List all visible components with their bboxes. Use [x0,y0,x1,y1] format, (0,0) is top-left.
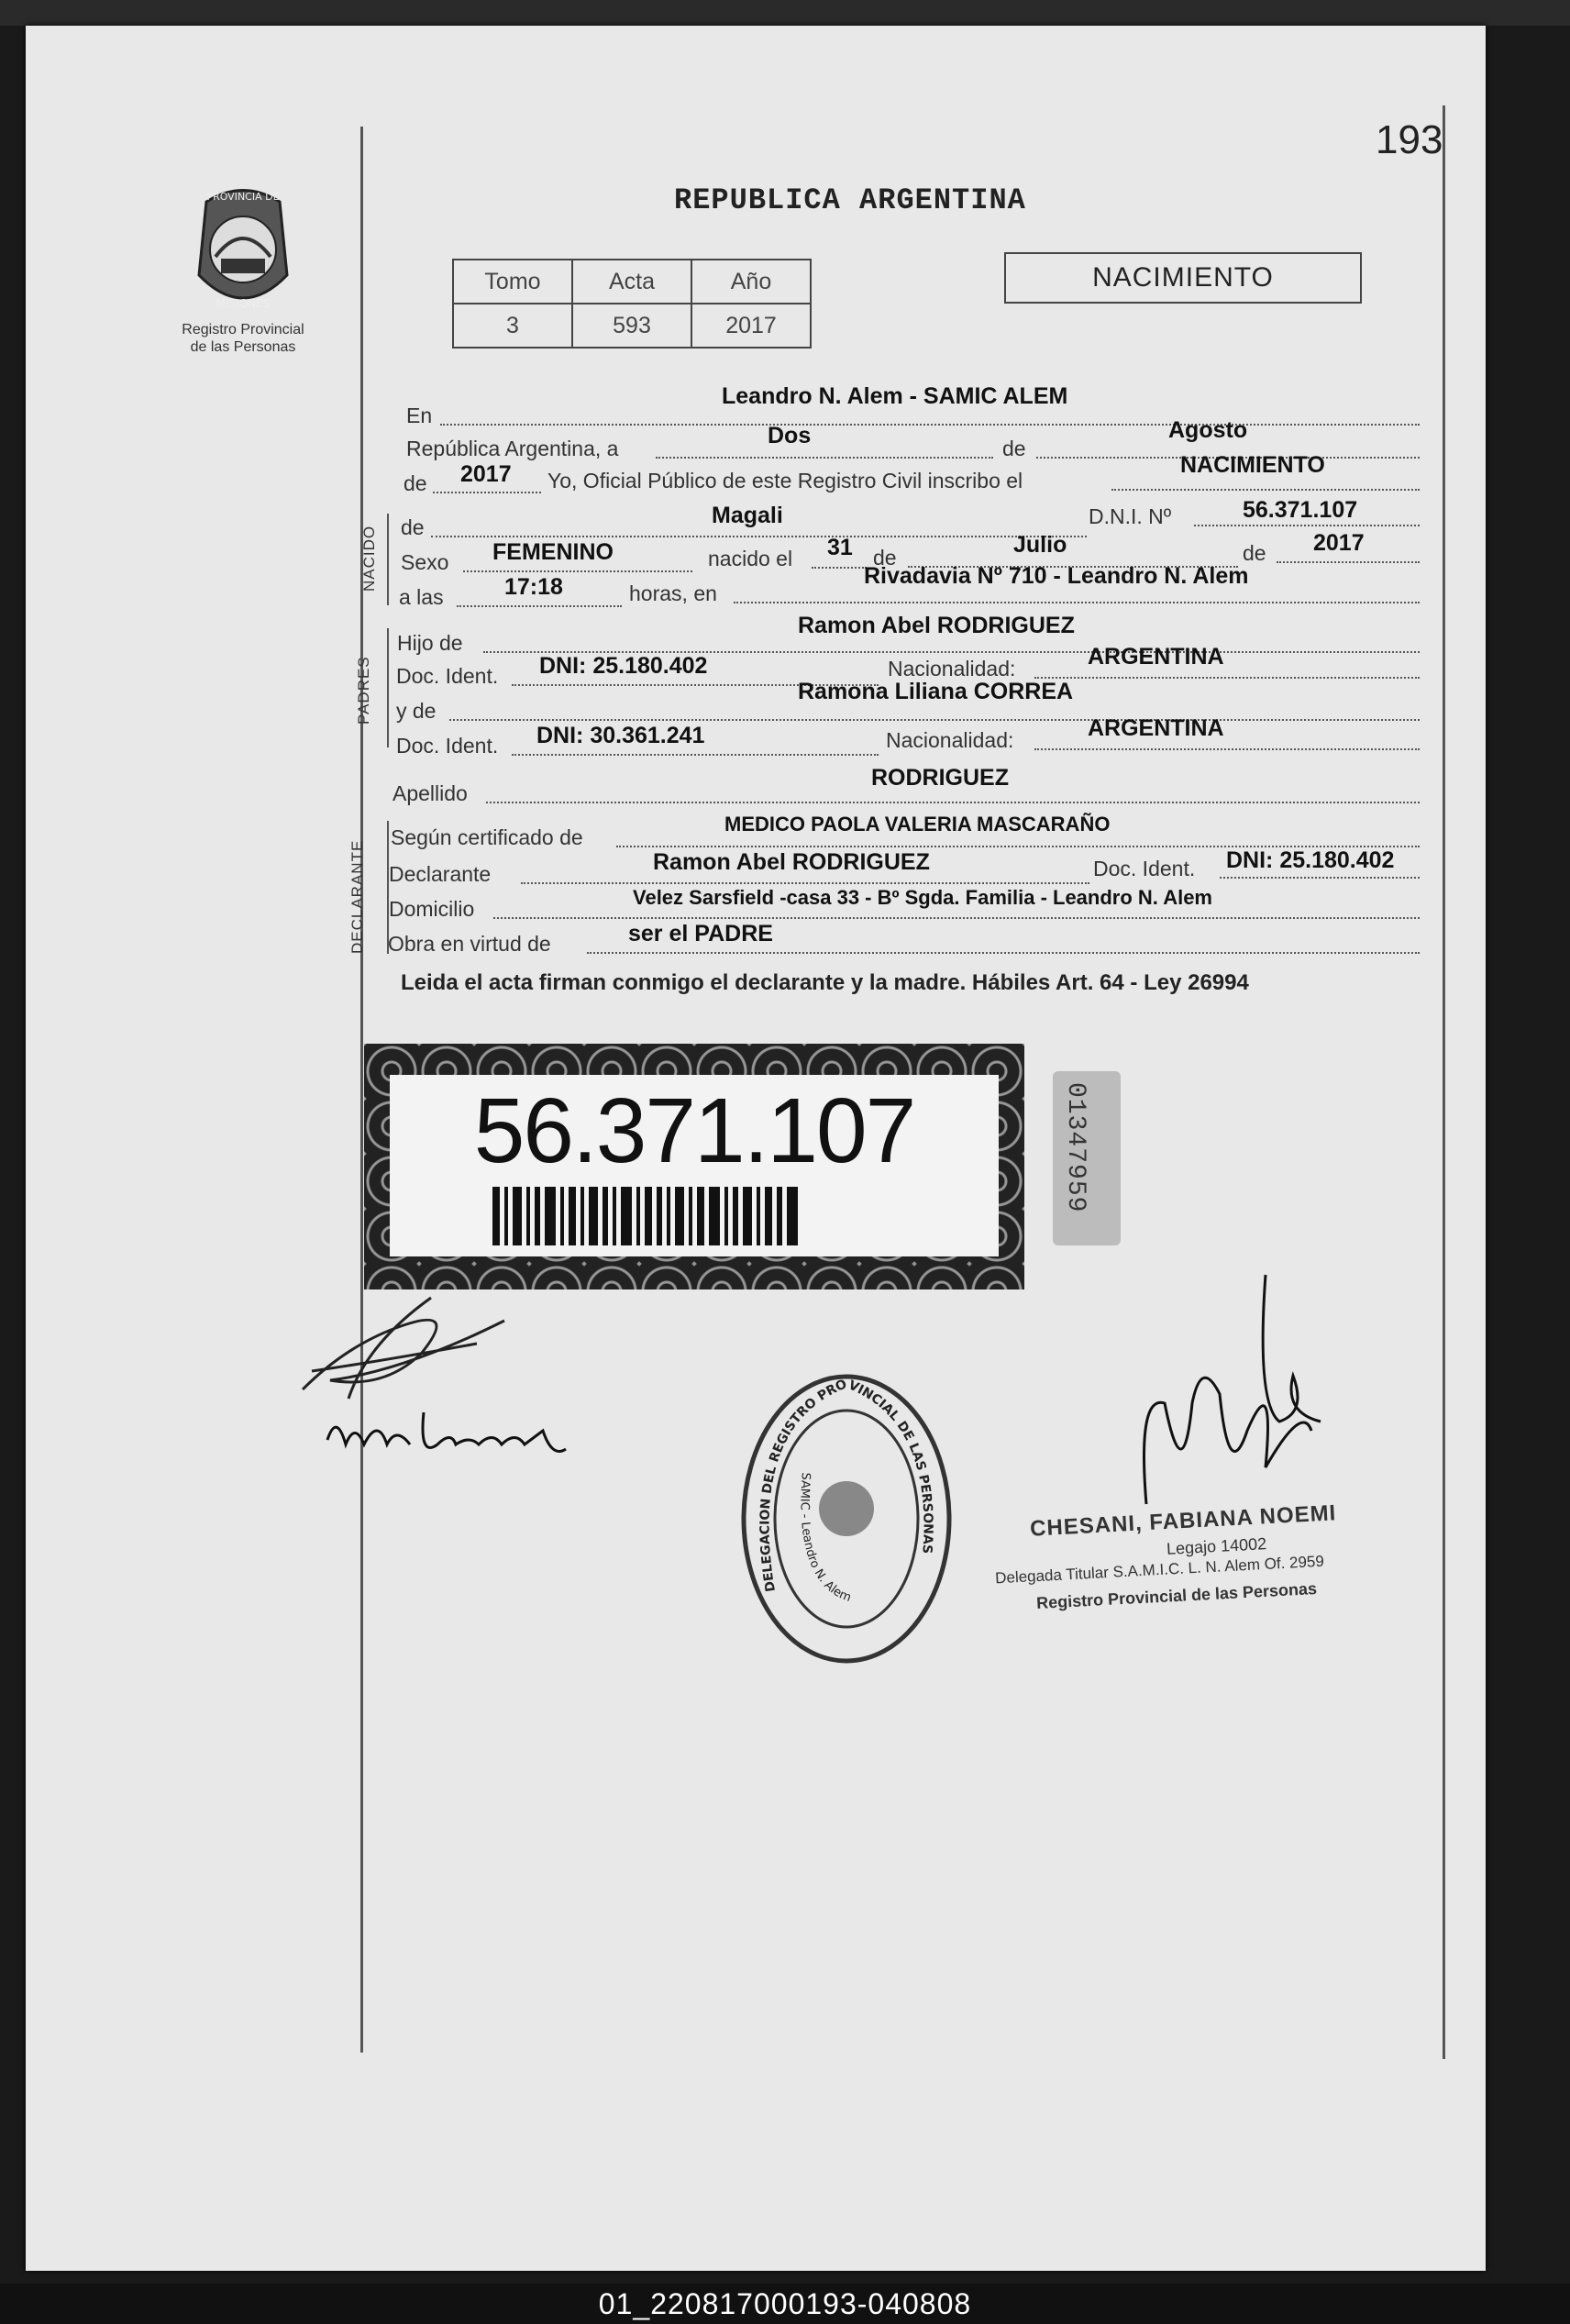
year-prefix-label: de [404,471,427,495]
dotted-line [493,917,1420,919]
record-ano: 2017 [691,304,811,348]
dotted-line [486,802,1420,803]
republica-label: República Argentina, a [406,437,619,460]
mother-name: Ramona Liliana CORREA [798,679,1074,704]
nacionalidad-label: Nacionalidad: [888,657,1016,681]
dotted-line [1277,561,1420,563]
record-tomo: 3 [453,304,572,348]
legal-statement: Leida el acta firman conmigo el declarante y la madre. Hábiles Art. 64 - Ley 26994 [401,970,1249,995]
document-title: REPUBLICA ARGENTINA [674,183,1026,217]
de-label: de [1002,437,1026,460]
dotted-line [1111,489,1420,491]
doc-ident-label: Doc. Ident. [396,664,499,688]
sexo-label: Sexo [401,550,449,574]
dotted-line [521,882,1089,884]
dotted-line [656,457,993,459]
registry-year: 2017 [460,461,512,487]
dotted-line [734,602,1420,603]
certifying-doctor: MEDICO PAOLA VALERIA MASCARAÑO [724,813,1111,836]
dotted-line [440,424,1420,426]
y-de-label: y de [396,699,437,723]
assigned-dni-number: 56.371.107 [473,1079,915,1182]
official-statement: Yo, Oficial Público de este Registro Civil inscribo el [547,469,1023,492]
obra-en-virtud-label: Obra en virtud de [388,932,551,956]
file-id-bar [0,2284,1570,2324]
section-label-declarante: DECLARANTE [348,839,366,954]
dotted-line [1034,677,1420,679]
declarant-dni: DNI: 25.180.402 [1226,847,1395,873]
dni-sticker-label [390,1075,999,1256]
declarante-label: Declarante [389,862,492,886]
record-header-tomo: Tomo [453,260,572,304]
dotted-line [812,567,867,569]
horas-label: horas, en [629,581,717,605]
dotted-line [463,570,692,572]
birth-time: 17:18 [504,574,563,600]
inscription-type: NACIMIENTO [1180,452,1325,478]
a-las-label: a las [399,585,444,609]
section-divider [387,628,389,747]
mother-signature [323,1403,580,1477]
nacido-label: nacido el [708,547,793,570]
declarant-address: Velez Sarsfield -casa 33 - Bº Sgda. Familia - Leandro N. Alem [633,886,1212,909]
dni-number-sticker [364,1044,1024,1289]
doc-ident-label: Doc. Ident. [396,734,499,758]
dotted-line [449,719,1420,721]
declarant-relationship: ser el PADRE [628,921,773,946]
page-number: 193 [1376,117,1443,162]
dotted-line [457,605,622,607]
oval-official-stamp-icon [738,1371,955,1666]
record-acta: 593 [572,304,691,348]
surname: RODRIGUEZ [871,765,1009,791]
birth-month: Julio [1013,532,1067,558]
registry-day: Dos [768,423,812,448]
svg-text:DELEGACION DEL REGISTRO PROVIN: DELEGACION DEL REGISTRO PROVINCIAL DE LAS PERSONAS [757,1377,935,1593]
right-margin-rule [1443,105,1445,2059]
left-margin-rule [360,127,363,2053]
control-number-sticker: 01347959 [1053,1071,1121,1245]
dotted-line [587,952,1420,954]
father-dni: DNI: 25.180.402 [539,653,708,679]
segun-certificado-label: Según certificado de [391,825,583,849]
dotted-line [431,536,1087,537]
scanner-top-edge [0,0,1570,26]
doc-ident-label: Doc. Ident. [1093,857,1196,880]
record-type-box: NACIMIENTO [1004,252,1362,304]
apellido-label: Apellido [392,781,468,805]
mother-nationality: ARGENTINA [1088,715,1224,741]
provincia-de-misiones-seal-icon [188,183,298,321]
child-name: Magali [712,503,783,528]
record-header-ano: Año [691,260,811,304]
svg-text:SAMIC - Leandro N. Alem: SAMIC - Leandro N. Alem [797,1471,854,1606]
domicilio-label: Domicilio [389,897,475,921]
section-divider [387,514,389,605]
de-label: de [873,546,897,570]
dotted-line [512,754,879,756]
nacionalidad-label: Nacionalidad: [886,728,1014,752]
dni-label: D.N.I. Nº [1089,504,1172,528]
declarant-name: Ramon Abel RODRIGUEZ [653,849,930,875]
section-label-padres: PADRES [355,656,372,725]
section-label-nacido: NACIDO [360,525,378,592]
record-header-acta: Acta [572,260,691,304]
record-table [452,259,812,349]
registry-office: Registro Provincial de las Personas [1035,1579,1318,1612]
birth-place: Rivadavia Nº 710 - Leandro N. Alem [864,563,1249,589]
barcode-icon [492,1187,887,1245]
dotted-line [1220,877,1420,879]
official-name: CHESANI, FABIANA NOEMI [1029,1500,1337,1542]
birth-day: 31 [827,535,853,560]
svg-text:PROVINCIA DE: PROVINCIA DE [206,191,280,203]
hijo-label: Hijo de [397,631,463,655]
registry-month: Agosto [1168,417,1248,443]
dotted-line [433,492,541,493]
dotted-line [1194,525,1420,526]
dotted-line [1034,748,1420,750]
child-sex: FEMENINO [492,539,614,565]
official-role: Delegada Titular S.A.M.I.C. L. N. Alem Of. 2959 [994,1552,1325,1588]
father-nationality: ARGENTINA [1088,644,1224,670]
file-identifier: 01_220817000193-040808 [598,2287,972,2320]
registry-caption: Registro Provincial de las Personas [182,322,304,355]
declarant-signature [293,1289,523,1417]
svg-text:MISIONES: MISIONES [216,297,271,310]
mother-dni: DNI: 30.361.241 [536,723,705,748]
de-label: de [401,515,425,539]
father-name: Ramon Abel RODRIGUEZ [798,613,1075,638]
official-legajo: Legajo 14002 [1166,1534,1267,1558]
official-signature [1128,1266,1330,1522]
en-label: En [406,404,433,427]
child-dni: 56.371.107 [1243,497,1358,523]
de-label: de [1243,541,1266,565]
place-of-registry: Leandro N. Alem - SAMIC ALEM [722,383,1068,409]
birth-year: 2017 [1313,530,1365,556]
